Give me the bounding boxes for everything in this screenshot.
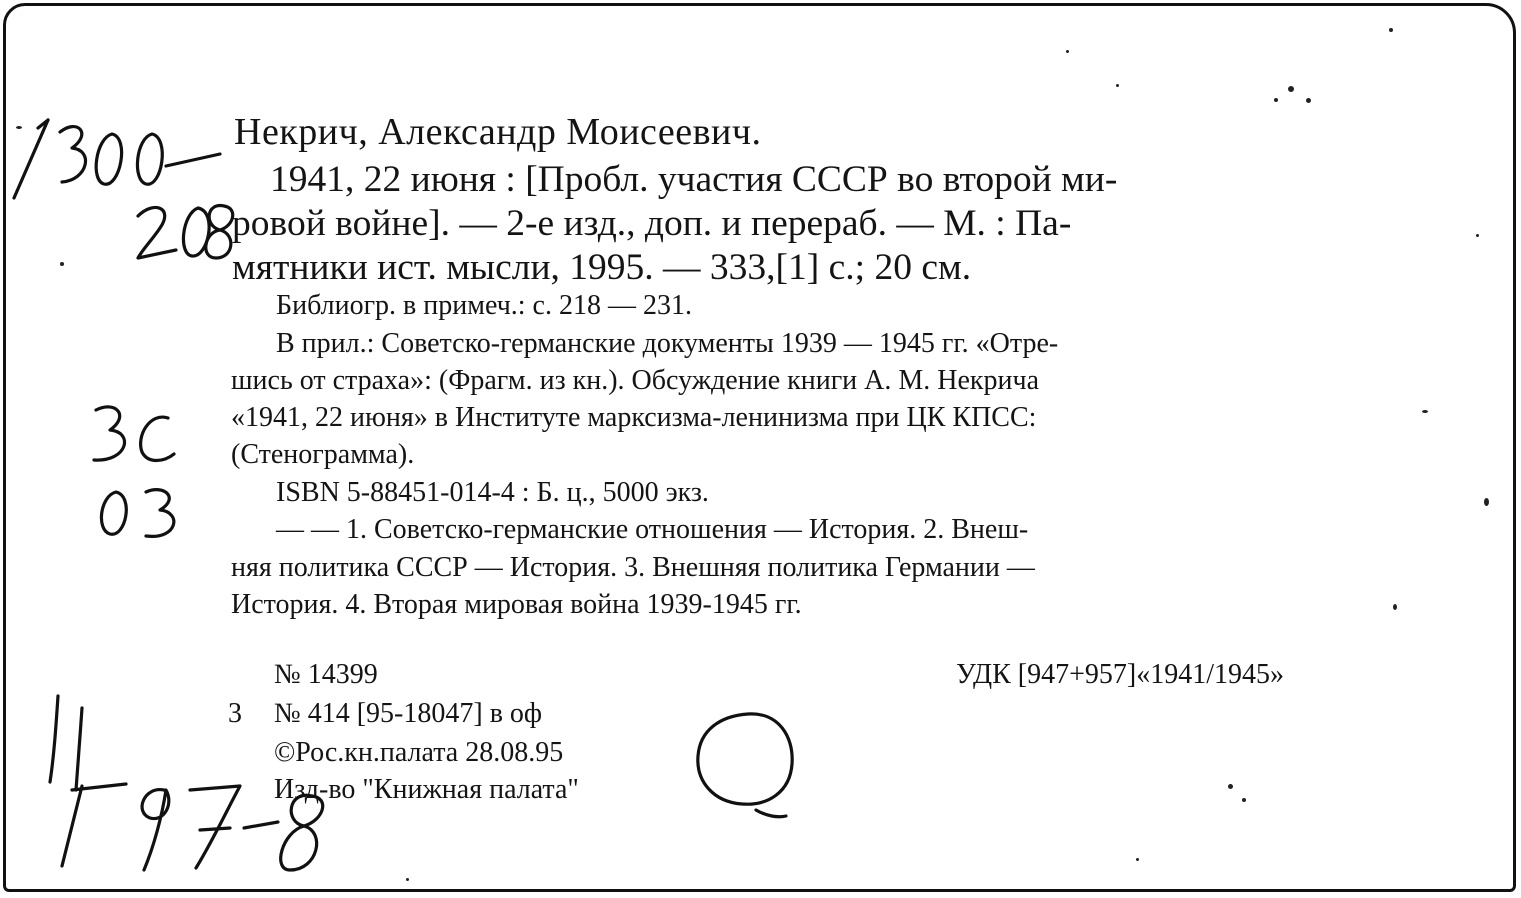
footer-line-2: ©Рос.кн.палата 28.08.95 [274, 737, 564, 768]
record-number: № 14399 [274, 659, 378, 690]
speck [1393, 604, 1397, 610]
speck [1228, 784, 1233, 789]
speck [1389, 28, 1393, 32]
title-line-2: ровой войне]. — 2-е изд., доп. и перераб. — М. : Па- [232, 203, 1072, 244]
speck [1476, 234, 1479, 237]
note-appendix-line-4: (Стенограмма). [231, 439, 415, 470]
note-appendix-line-2: шись от страха»: (Фрагм. из кн.). Обсуждение книги А. М. Некрича [231, 365, 1040, 396]
speck [1422, 410, 1428, 413]
handwritten-shelf-mark [76, 396, 216, 546]
note-appendix-line-1: В прил.: Советско-германские документы 1939 — 1945 гг. «Отре- [276, 328, 1059, 359]
footer-line-3: Изд-во "Книжная палата" [274, 774, 579, 805]
speck [1242, 798, 1246, 802]
hand-drawn-circle [686, 706, 816, 826]
isbn-line: ISBN 5-88451-014-4 : Б. ц., 5000 экз. [276, 477, 709, 508]
speck [1066, 50, 1069, 53]
speck [1484, 498, 1489, 506]
subjects-line-3: История. 4. Вторая мировая война 1939-1945 гг. [231, 589, 802, 620]
speck [406, 878, 409, 881]
subjects-line-1: — — 1. Советско-германские отношения — История. 2. Внеш- [276, 514, 1029, 545]
title-line-3: мятники ист. мысли, 1995. — 333,[1] с.; 20 см. [232, 247, 972, 288]
speck [1116, 84, 1119, 87]
udc-code: УДК [947+957]«1941/1945» [956, 659, 1284, 690]
catalog-card [3, 3, 1516, 892]
speck [16, 126, 22, 129]
speck [60, 262, 64, 266]
handwritten-call-number [8, 98, 238, 298]
handwritten-inventory-mark [26, 686, 346, 896]
speck [1136, 858, 1139, 861]
title-line-1: 1941, 22 июня : [Пробл. участия СССР во второй ми- [270, 159, 1118, 200]
speck [1288, 86, 1294, 92]
footer-prefix: 3 [228, 698, 242, 729]
note-bibliography: Библиогр. в примеч.: с. 218 — 231. [276, 290, 692, 321]
author-heading: Некрич, Александр Моисеевич. [234, 111, 762, 153]
footer-line-1: № 414 [95-18047] в оф [274, 698, 543, 729]
speck [1306, 98, 1311, 103]
speck [1274, 98, 1278, 102]
subjects-line-2: няя политика СССР — История. 3. Внешняя политика Германии — [231, 552, 1035, 583]
note-appendix-line-3: «1941, 22 июня» в Институте марксизма-ленинизма при ЦК КПСС: [231, 402, 1037, 433]
